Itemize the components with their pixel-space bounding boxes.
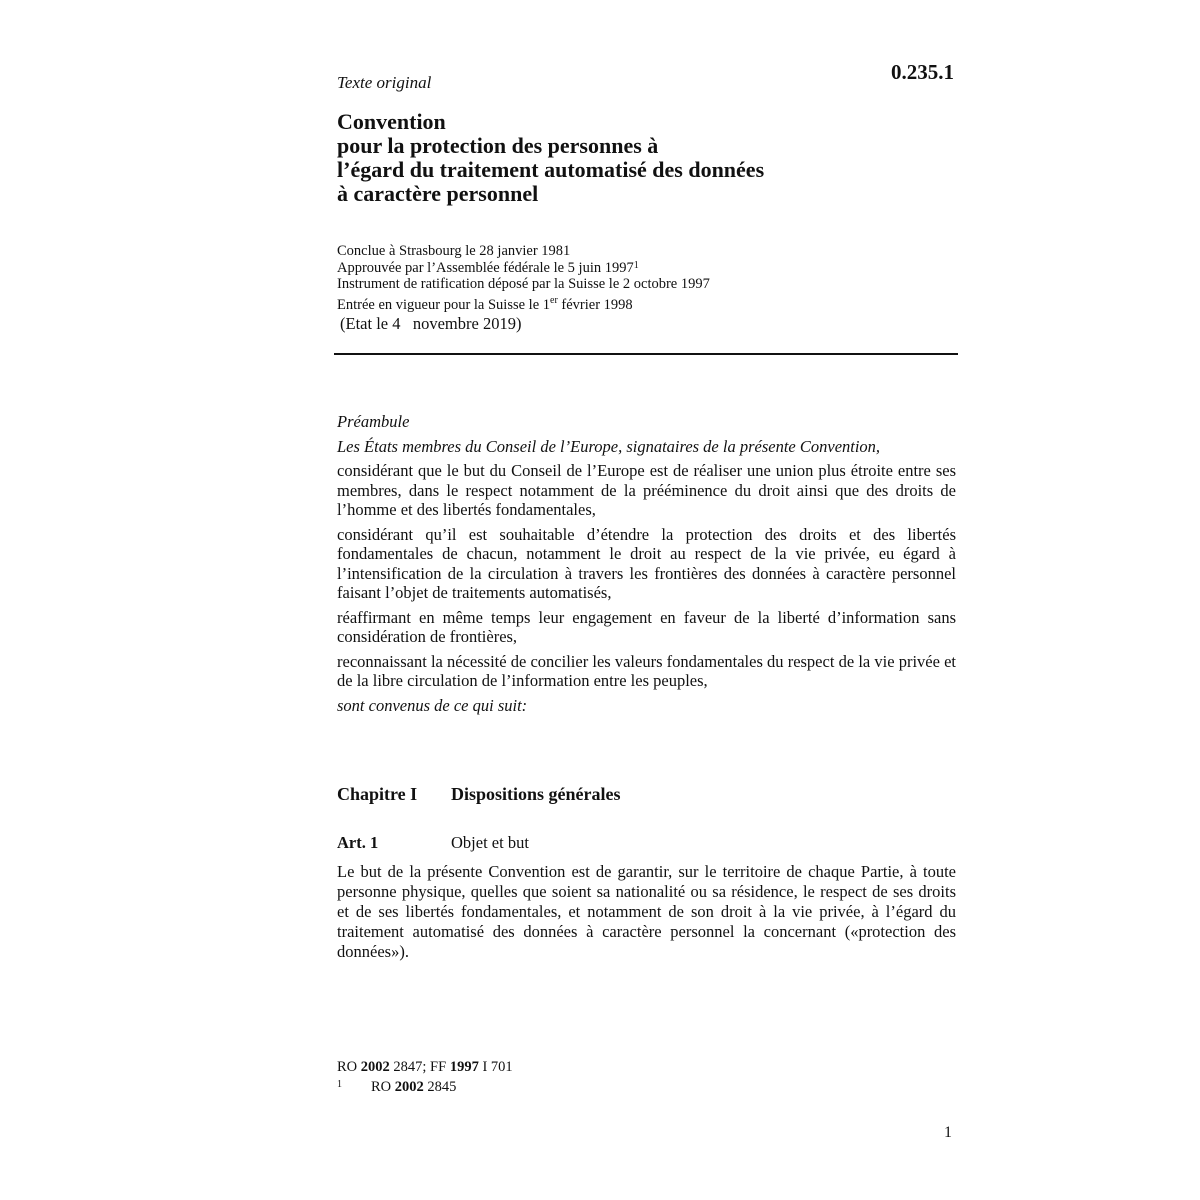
title-line-3: l’égard du traitement automatisé des données xyxy=(337,157,765,182)
ff-page: I 701 xyxy=(478,1059,513,1075)
preamble-paragraph-2: considérant qu’il est souhaitable d’étendre la protection des droits et des libertés fondamentales de chacun, notamment le droit au respect de la vie privée, eu égard à l’intensification de la circulation à travers les frontières des données à caractère personnel faisant l’objet de traitements automatisés, xyxy=(337,524,956,602)
document-metadata xyxy=(337,243,710,313)
article-text: Le but de la présente Convention est de garantir, sur le territoire de chaque Partie, à toute personne physique, quelles que soient sa nationalité ou sa résidence, le respect de ses droits et de ses libertés fondamentales, et notamment de son droit à la vie privée, à l’égard du traitement automatisé des données à caractère personnel la concernant («protection des données»). xyxy=(337,862,956,961)
entry-prefix: Entrée en vigueur pour la Suisse le 1 xyxy=(337,296,551,313)
preamble-paragraph-1: considérant que le but du Conseil de l’Europe est de réaliser une union plus étroite entre ses membres, dans le respect notamment de la prééminence du droit ainsi que des droits de l’homme et des libertés fondamentales, xyxy=(337,461,956,519)
footnote-ref-1[interactable]: 1 xyxy=(633,259,639,271)
source-reference xyxy=(337,1057,513,1077)
preamble-closing: sont convenus de ce qui suit: xyxy=(337,695,528,715)
ro-page: 2847; FF xyxy=(389,1059,450,1075)
approved-text: Approuvée par l’Assemblée fédérale le 5 juin 1997 xyxy=(337,259,634,276)
article-title: Objet et but xyxy=(451,833,529,852)
ro-label: RO xyxy=(337,1059,361,1075)
ratification-line: Instrument de ratification déposé par la Suisse le 2 octobre 1997 xyxy=(337,276,710,292)
concluded-line: Conclue à Strasbourg le 28 janvier 1981 xyxy=(337,243,571,259)
article-heading xyxy=(337,833,529,853)
footnote-1 xyxy=(337,1077,513,1097)
article-label: Art. 1 xyxy=(337,833,379,852)
preamble-paragraph-4: reconnaissant la nécessité de concilier les valeurs fondamentales du respect de la vie privée et de la libre circulation de l’information entre les peuples, xyxy=(337,651,956,690)
entry-suffix: février 1998 xyxy=(557,296,633,313)
ro-year: 2002 xyxy=(360,1059,390,1075)
ff-year: 1997 xyxy=(449,1059,479,1075)
title-line-1: Convention xyxy=(337,109,446,134)
chapter-label: Chapitre I xyxy=(337,784,418,804)
preamble-section xyxy=(337,412,956,720)
approved-line xyxy=(337,260,710,277)
title-line-4: à caractère personnel xyxy=(337,181,539,206)
chapter-heading xyxy=(337,784,621,805)
footnote-marker-1: 1 xyxy=(337,1079,342,1090)
entry-line xyxy=(337,293,710,313)
chapter-title: Dispositions générales xyxy=(451,784,621,804)
page-number: 1 xyxy=(944,1124,952,1141)
fn1-page: 2845 xyxy=(423,1079,457,1095)
preamble-paragraph-3: réaffirmant en même temps leur engagement en faveur de la liberté d’information sans considération de frontières, xyxy=(337,607,956,646)
preamble-heading: Préambule xyxy=(337,412,410,431)
status-date: (Etat le 4 novembre 2019) xyxy=(340,314,522,333)
document-title xyxy=(337,110,897,206)
fn1-year: 2002 xyxy=(394,1079,424,1095)
original-text-label: Texte original xyxy=(337,73,432,92)
title-line-2: pour la protection des personnes à xyxy=(337,133,659,158)
header-divider xyxy=(334,353,958,355)
fn1-label: RO xyxy=(371,1079,395,1095)
entry-superscript: er xyxy=(550,294,558,306)
document-number: 0.235.1 xyxy=(891,60,954,84)
preamble-intro: Les États membres du Conseil de l’Europe, signataires de la présente Convention, xyxy=(337,436,881,456)
footnotes xyxy=(337,1057,513,1097)
